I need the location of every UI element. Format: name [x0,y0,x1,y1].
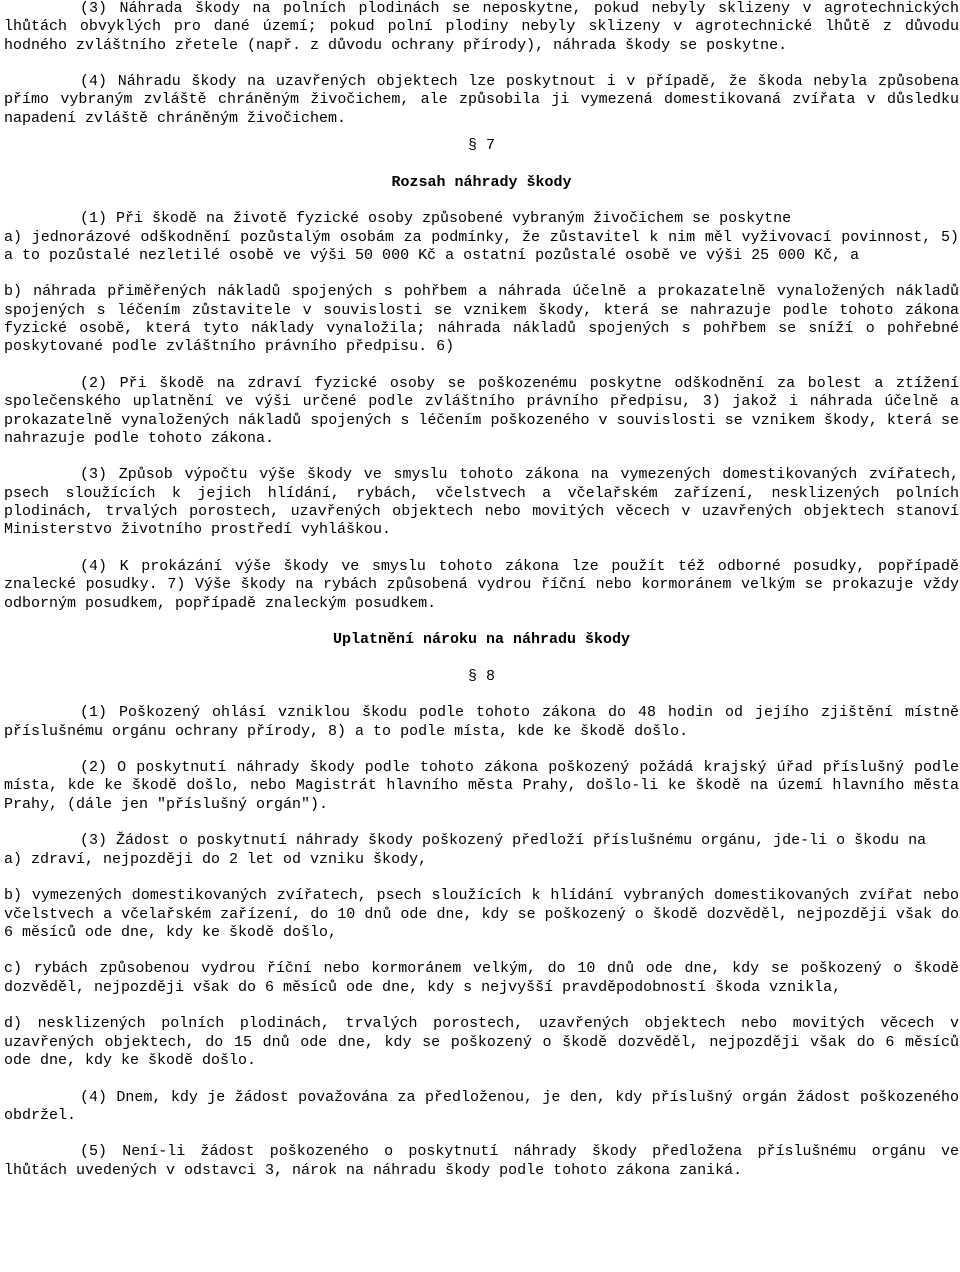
section-8-heading: Uplatnění nároku na náhradu škody [332,631,631,649]
paragraph-8-3-d: d) nesklizených polních plodinách, trvalých porostech, uzavřených objektech nebo movitých věcech v uzavřených objektech, do 15 dnů ode dne, kdy se poškozený o škodě dozvěděl, nejpozději však do 6 měsíců ode dne, kdy ke škodě došlo. [4,1015,959,1069]
paragraph-8-3-a: a) zdraví, nejpozději do 2 let od vzniku škody, [4,850,428,868]
paragraph-8-3-c: c) rybách způsobenou vydrou říční nebo kormoránem velkým, do 10 dnů ode dne, kdy se poškozený o škodě dozvěděl, nejpozději však do 6 měsíců ode dne, kdy s nejvyšší pravděpodobností škoda vznikla, [4,960,959,996]
paragraph-8-1: (1) Poškozený ohlásí vzniklou škodu podle tohoto zákona do 48 hodin od jejího zjištění místně příslušnému orgánu ochrany přírody, 8) a to podle místa, kde ke škodě došlo. [4,704,959,740]
paragraph-6-4: (4) Náhradu škody na uzavřených objektech lze poskytnout i v případě, že škoda nebyla způsobena přímo vybraným zvláště chráněným živočichem, ale způsobila ji vymezená domestikovaná zvířata v důsledku napadení zvláště chráněným živočichem. [4,73,959,127]
paragraph-8-4: (4) Dnem, kdy je žádost považována za předloženou, je den, kdy příslušný orgán žádost poškozeného obdržel. [4,1088,959,1124]
section-8-number: § 8 [467,667,495,685]
paragraph-8-3-b: b) vymezených domestikovaných zvířatech, psech sloužících k hlídání vybraných domestikovaných zvířat nebo včelstvech a včelařském zařízení, do 10 dnů ode dne, kdy se poškozený o škodě dozvěděl, nejpozději však do 6 měsíců ode dne, kdy ke škodě došlo, [4,887,959,941]
paragraph-8-3-intro: (3) Žádost o poskytnutí náhrady škody poškozený předloží příslušnému orgánu, jde-li o škodu na [80,832,927,850]
paragraph-8-5: (5) Není-li žádost poškozeného o poskytnutí náhrady škody předložena příslušnému orgánu ve lhůtách uvedených v odstavci 3, nárok na náhradu škody podle tohoto zákona zaniká. [4,1143,959,1179]
paragraph-7-3: (3) Způsob výpočtu výše škody ve smyslu tohoto zákona na vymezených domestikovaných zvířatech, psech sloužících k jejich hlídání, rybách, včelstvech a včelařském zařízení, nesklizených polních plodinách, trvalých porostech, uzavřených objektech nebo movitých věcech v uzavřených objektech stanoví Ministerstvo životního prostředí vyhláškou. [4,466,959,539]
paragraph-7-4: (4) K prokázání výše škody ve smyslu tohoto zákona lze použít též odborné posudky, popřípadě znalecké posudky. 7) Výše škody na rybách způsobená vydrou říční nebo kormoránem velkým se prokazuje vždy odborným posudkem, popřípadě znaleckým posudkem. [4,557,959,612]
paragraph-6-3: (3) Náhrada škody na polních plodinách se neposkytne, pokud nebyly sklizeny v agrotechnických lhůtách obvyklých pro dané území; pokud polní plodiny nebyly sklizeny v agrotechnické lhůtě z důvodu hodného zvláštního zřetele (např. z důvodu ochrany přírody), náhrada škody se poskytne. [4,0,959,54]
document-page [4,0,959,1180]
section-7-title: Rozsah náhrady škody [391,173,572,191]
paragraph-7-1-a: a) jednorázové odškodnění pozůstalým osobám za podmínky, že zůstavitel k nim měl vyživovací povinnost, 5) a to pozůstalé nezletilé osobě ve výši 50 000 Kč a ostatní pozůstalé osobě ve výši 25 000 Kč, a [4,228,959,264]
paragraph-7-1-b: b) náhrada přiměřených nákladů spojených s pohřbem a náhrada účelně a prokazatelně vynaložených nákladů spojených s léčením zůstavitele v souvislosti se vznikem škody, která se nahrazuje podle tohoto zákona fyzické osobě, která tyto náklady vynaložila; náhrada nákladů spojených s pohřbem se sníží o pohřebné poskytované podle zvláštního právního předpisu. 6) [4,283,959,356]
paragraph-7-2: (2) Při škodě na zdraví fyzické osoby se poškozenému poskytne odškodnění za bolest a ztížení společenského uplatnění ve výši určené podle zvláštního právního předpisu, 3) jakož i náhrada účelně a prokazatelně vynaložených nákladů spojených s léčením poškozeného v souvislosti se vznikem škody, která se nahrazuje podle tohoto zákona. [4,374,959,447]
paragraph-7-1-intro: (1) Při škodě na životě fyzické osoby způsobené vybraným živočichem se poskytne [80,210,792,228]
section-7-number: § 7 [467,137,495,155]
paragraph-8-2: (2) O poskytnutí náhrady škody podle tohoto zákona poškozený požádá krajský úřad příslušný podle místa, kde ke škodě došlo, nebo Magistrát hlavního města Prahy, došlo-li ke škodě na území hlavního města Prahy, (dále jen "příslušný orgán"). [4,759,959,813]
